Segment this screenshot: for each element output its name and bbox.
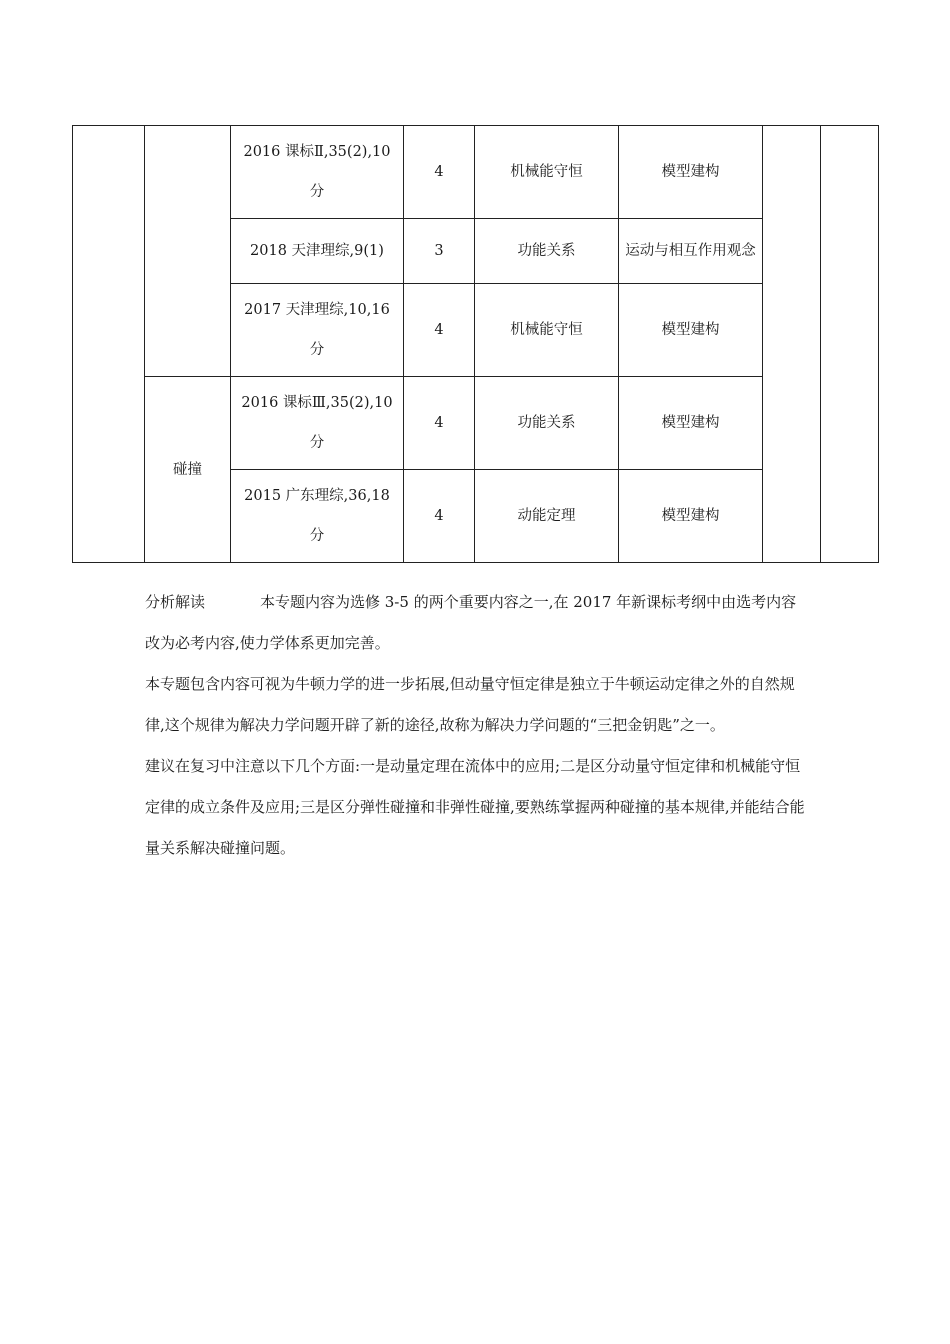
literacy-cell: 模型建构: [619, 377, 763, 470]
difficulty-cell: 4: [404, 377, 475, 470]
knowledge-cell: 机械能守恒: [475, 126, 619, 219]
difficulty-cell: 4: [404, 470, 475, 563]
literacy-cell: 模型建构: [619, 126, 763, 219]
group-label-cell: 碰撞: [145, 377, 231, 563]
blank-cell: [821, 126, 879, 563]
source-cell: 2015 广东理综,36,18 分: [231, 470, 404, 563]
table-row: [73, 377, 879, 470]
source-cell: 2016 课标Ⅱ,35(2),10 分: [231, 126, 404, 219]
exam-table: [72, 125, 879, 563]
literacy-cell: 运动与相互作用观念: [619, 219, 763, 284]
knowledge-cell: 功能关系: [475, 219, 619, 284]
literacy-cell: 模型建构: [619, 284, 763, 377]
knowledge-cell: 功能关系: [475, 377, 619, 470]
table-row: [73, 126, 879, 219]
difficulty-cell: 4: [404, 284, 475, 377]
analysis-paragraph-3: 建议在复习中注意以下几个方面:一是动量定理在流体中的应用;二是区分动量守恒定律和机械能守恒定律的成立条件及应用;三是区分弹性碰撞和非弹性碰撞,要熟练掌握两种碰撞的基本规律,并能结合能量关系解决碰撞问题。: [145, 757, 805, 857]
knowledge-cell: 机械能守恒: [475, 284, 619, 377]
analysis-paragraph-1: [145, 582, 805, 664]
difficulty-cell: 4: [404, 126, 475, 219]
analysis-section: [145, 582, 805, 869]
analysis-label: 分析解读: [145, 593, 206, 611]
source-cell: 2018 天津理综,9(1): [231, 219, 404, 284]
analysis-text-1: 本专题内容为选修 3-5 的两个重要内容之一,在 2017 年新课标考纲中由选考内容改为必考内容,使力学体系更加完善。: [145, 593, 797, 652]
difficulty-cell: 3: [404, 219, 475, 284]
source-cell: 2016 课标Ⅲ,35(2),10 分: [231, 377, 404, 470]
blank-cell: [763, 126, 821, 563]
literacy-cell: 模型建构: [619, 470, 763, 563]
blank-cell: [73, 126, 145, 563]
source-cell: 2017 天津理综,10,16 分: [231, 284, 404, 377]
knowledge-cell: 动能定理: [475, 470, 619, 563]
analysis-paragraph-2: 本专题包含内容可视为牛顿力学的进一步拓展,但动量守恒定律是独立于牛顿运动定律之外的自然规律,这个规律为解决力学问题开辟了新的途径,故称为解决力学问题的“三把金钥匙”之一。: [145, 675, 795, 734]
blank-cell: [145, 126, 231, 377]
